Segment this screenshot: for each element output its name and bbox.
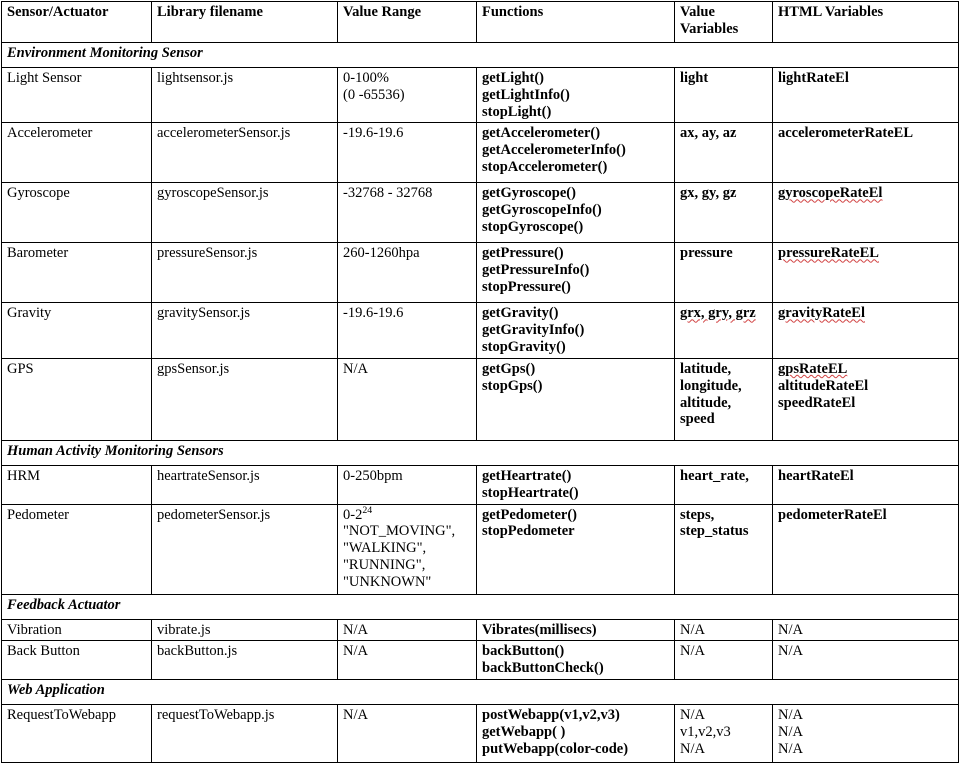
cell-functions: postWebapp(v1,v2,v3) getWebapp( ) putWebapp(color-code) [477, 704, 675, 762]
cell-html-variables: N/A N/A N/A [773, 704, 959, 762]
table-row [2, 183, 959, 243]
cell-functions: getGyroscope() getGyroscopeInfo() stopGyroscope() [477, 183, 675, 243]
cell-html-variables: heartRateEl [773, 465, 959, 504]
cell-functions: Vibrates(millisecs) [477, 619, 675, 641]
cell-library-filename: gravitySensor.js [152, 303, 338, 358]
cell-html-variables: lightRateEl [773, 68, 959, 123]
cell-sensor-actuator: HRM [2, 465, 152, 504]
column-header-1: Library filename [152, 2, 338, 43]
cell-sensor-actuator: GPS [2, 358, 152, 440]
cell-functions: getPressure() getPressureInfo() stopPressure() [477, 243, 675, 303]
section-title: Web Application [2, 679, 959, 704]
table-row [2, 619, 959, 641]
cell-value-range: N/A [338, 358, 477, 440]
cell-library-filename: vibrate.js [152, 619, 338, 641]
section-header-row [2, 679, 959, 704]
cell-library-filename: accelerometerSensor.js [152, 123, 338, 183]
cell-html-variables: pedometerRateEl [773, 504, 959, 594]
cell-sensor-actuator: Light Sensor [2, 68, 152, 123]
cell-library-filename: pressureSensor.js [152, 243, 338, 303]
column-header-4: Value Variables [675, 2, 773, 43]
cell-value-range: -19.6-19.6 [338, 303, 477, 358]
cell-functions: getPedometer() stopPedometer [477, 504, 675, 594]
cell-functions: getAccelerometer() getAccelerometerInfo() stopAccelerometer() [477, 123, 675, 183]
table-row [2, 465, 959, 504]
cell-sensor-actuator: RequestToWebapp [2, 704, 152, 762]
cell-sensor-actuator: Barometer [2, 243, 152, 303]
cell-value-range: N/A [338, 619, 477, 641]
column-header-0: Sensor/Actuator [2, 2, 152, 43]
cell-library-filename: gpsSensor.js [152, 358, 338, 440]
cell-html-variables: gyroscopeRateEl [773, 183, 959, 243]
section-header-row [2, 594, 959, 619]
cell-value-variables: pressure [675, 243, 773, 303]
section-header-row [2, 43, 959, 68]
section-header-row [2, 440, 959, 465]
cell-value-variables: steps, step_status [675, 504, 773, 594]
cell-functions: getLight() getLightInfo() stopLight() [477, 68, 675, 123]
cell-value-range: N/A [338, 641, 477, 680]
table-row [2, 303, 959, 358]
cell-sensor-actuator: Pedometer [2, 504, 152, 594]
table-row [2, 504, 959, 594]
sensor-api-table [1, 1, 959, 763]
cell-value-variables: N/A v1,v2,v3 N/A [675, 704, 773, 762]
cell-value-range: N/A [338, 704, 477, 762]
cell-library-filename: requestToWebapp.js [152, 704, 338, 762]
cell-functions: getGravity() getGravityInfo() stopGravity() [477, 303, 675, 358]
cell-value-variables: heart_rate, [675, 465, 773, 504]
cell-sensor-actuator: Vibration [2, 619, 152, 641]
cell-library-filename: gyroscopeSensor.js [152, 183, 338, 243]
cell-library-filename: heartrateSensor.js [152, 465, 338, 504]
table-row [2, 704, 959, 762]
table-row [2, 123, 959, 183]
cell-sensor-actuator: Accelerometer [2, 123, 152, 183]
cell-html-variables: gravityRateEl [773, 303, 959, 358]
cell-library-filename: pedometerSensor.js [152, 504, 338, 594]
cell-value-range: -19.6-19.6 [338, 123, 477, 183]
cell-value-variables: latitude, longitude, altitude, speed [675, 358, 773, 440]
cell-value-variables: light [675, 68, 773, 123]
cell-html-variables: N/A [773, 619, 959, 641]
cell-library-filename: lightsensor.js [152, 68, 338, 123]
table-row [2, 641, 959, 680]
cell-functions: getHeartrate() stopHeartrate() [477, 465, 675, 504]
section-title: Environment Monitoring Sensor [2, 43, 959, 68]
cell-value-range: -32768 - 32768 [338, 183, 477, 243]
table-row [2, 358, 959, 440]
cell-value-range: 260-1260hpa [338, 243, 477, 303]
column-header-2: Value Range [338, 2, 477, 43]
column-header-5: HTML Variables [773, 2, 959, 43]
column-header-3: Functions [477, 2, 675, 43]
table-row [2, 243, 959, 303]
cell-html-variables: pressureRateEL [773, 243, 959, 303]
cell-value-variables: N/A [675, 619, 773, 641]
cell-sensor-actuator: Back Button [2, 641, 152, 680]
table-header-row [2, 2, 959, 43]
cell-value-variables: ax, ay, az [675, 123, 773, 183]
cell-value-variables: N/A [675, 641, 773, 680]
cell-value-range: 0-100% (0 -65536) [338, 68, 477, 123]
cell-value-variables: gx, gy, gz [675, 183, 773, 243]
cell-value-range: 0-250bpm [338, 465, 477, 504]
section-title: Human Activity Monitoring Sensors [2, 440, 959, 465]
cell-html-variables: gpsRateEL altitudeRateEl speedRateEl [773, 358, 959, 440]
cell-functions: getGps() stopGps() [477, 358, 675, 440]
table-row [2, 68, 959, 123]
cell-sensor-actuator: Gyroscope [2, 183, 152, 243]
cell-functions: backButton() backButtonCheck() [477, 641, 675, 680]
cell-value-range: $0-2^{24}$ "NOT_MOVING", "WALKING", "RUNNING", "UNKNOWN" [338, 504, 477, 594]
cell-sensor-actuator: Gravity [2, 303, 152, 358]
section-title: Feedback Actuator [2, 594, 959, 619]
cell-library-filename: backButton.js [152, 641, 338, 680]
document-page [0, 1, 959, 757]
cell-html-variables: N/A [773, 641, 959, 680]
cell-html-variables: accelerometerRateEL [773, 123, 959, 183]
cell-value-variables: grx, gry, grz [675, 303, 773, 358]
